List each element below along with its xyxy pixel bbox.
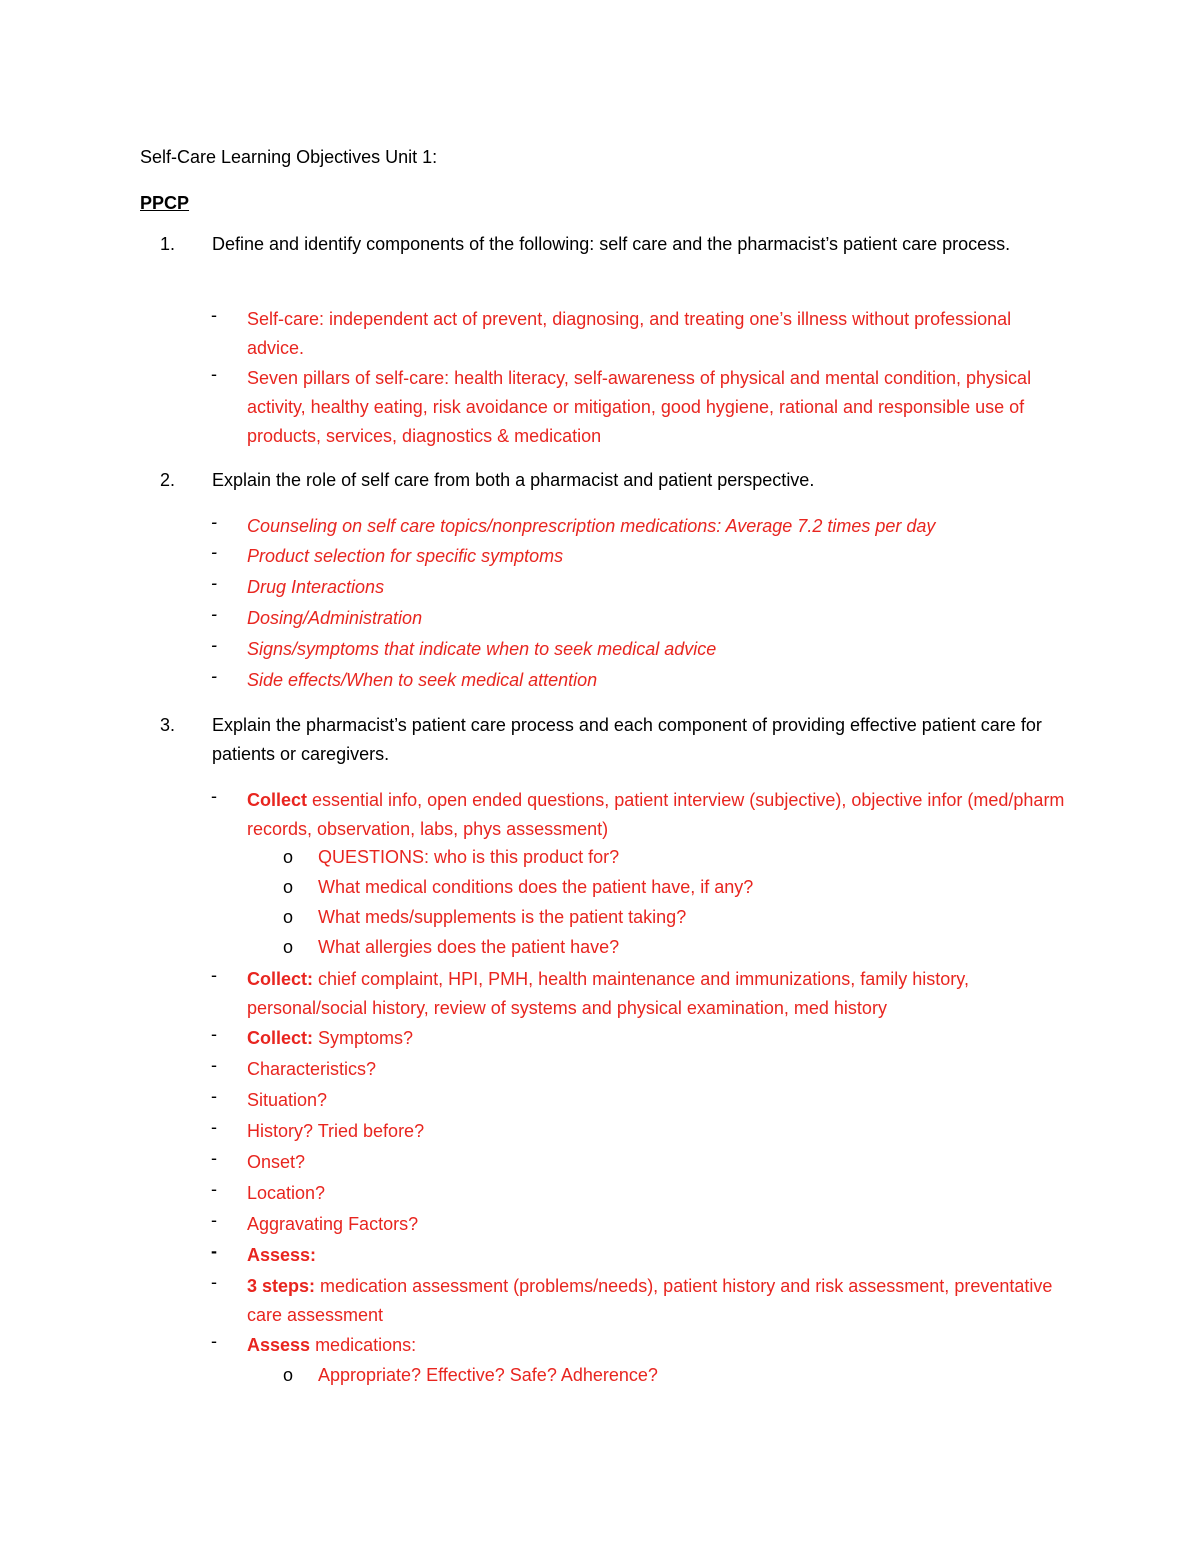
answer-label: 3 steps: bbox=[247, 1276, 316, 1296]
answer-item bbox=[211, 573, 1071, 602]
answer-item bbox=[211, 364, 1071, 451]
bullet-marker: o bbox=[283, 877, 294, 897]
dash-marker: - bbox=[211, 1055, 217, 1075]
answer-text: Onset? bbox=[247, 1152, 306, 1172]
dash-marker: - bbox=[211, 305, 217, 325]
answer-text: medication assessment (problems/needs), patient history and risk assessment, preventative care assessment bbox=[247, 1276, 1053, 1325]
dash-marker: - bbox=[211, 786, 217, 806]
question-text: Define and identify components of the following: self care and the pharmacist’s patient care process. bbox=[212, 234, 1011, 254]
answer-text: History? Tried before? bbox=[247, 1121, 425, 1141]
question-3 bbox=[160, 711, 1060, 769]
answer-text: Counseling on self care topics/nonprescription medications: Average 7.2 times per day bbox=[247, 516, 936, 536]
dash-marker: - bbox=[211, 542, 217, 562]
sub-item-text: Appropriate? Effective? Safe? Adherence? bbox=[318, 1365, 658, 1385]
answer-item bbox=[211, 666, 1071, 695]
dash-marker: - bbox=[211, 1148, 217, 1168]
answer-label: Self-care: bbox=[247, 309, 325, 329]
answer-text: Dosing/Administration bbox=[247, 608, 423, 628]
answer-label: Seven pillars of self-care: bbox=[247, 368, 450, 388]
bullet-marker: o bbox=[283, 847, 294, 867]
sub-item-text: What meds/supplements is the patient taking? bbox=[318, 907, 687, 927]
sub-item bbox=[283, 846, 619, 868]
dash-marker: - bbox=[211, 604, 217, 624]
answer-item bbox=[211, 305, 1071, 363]
question-text: Explain the role of self care from both a pharmacist and patient perspective. bbox=[212, 470, 815, 490]
answer-text: Location? bbox=[247, 1183, 326, 1203]
answer-text: health literacy, self-awareness of physical and mental condition, physical activity, healthy eating, risk avoidance or mitigation, good hygiene, rational and responsible use of products, services, diagnostics & medication bbox=[247, 368, 1032, 446]
dash-marker: - bbox=[211, 965, 217, 985]
dash-marker: - bbox=[211, 573, 217, 593]
dash-marker: - bbox=[211, 666, 217, 686]
answer-text: essential info, open ended questions, patient interview (subjective), objective infor (med/pharm records, observation, labs, phys assessment) bbox=[247, 790, 1065, 839]
dash-marker: - bbox=[211, 1241, 217, 1261]
sub-item-text: What allergies does the patient have? bbox=[318, 937, 620, 957]
answer-text: independent act of prevent, diagnosing, and treating one’s illness without professional advice. bbox=[247, 309, 1012, 358]
answer-text: medications: bbox=[310, 1335, 417, 1355]
answer-item bbox=[211, 512, 1071, 541]
answer-item bbox=[211, 1086, 1071, 1115]
question-2 bbox=[160, 466, 1060, 495]
document-title: Self-Care Learning Objectives Unit 1: bbox=[140, 147, 438, 167]
answer-text: Drug Interactions bbox=[247, 577, 385, 597]
answer-item bbox=[211, 542, 1071, 571]
section-heading: PPCP bbox=[140, 193, 190, 213]
answer-text: Side effects/When to seek medical attention bbox=[247, 670, 598, 690]
answer-label: Collect: bbox=[247, 1028, 314, 1048]
answer-item bbox=[211, 1055, 1071, 1084]
answer-item bbox=[211, 1148, 1071, 1177]
answer-item bbox=[211, 635, 1071, 664]
dash-marker: - bbox=[211, 364, 217, 384]
dash-marker: - bbox=[211, 635, 217, 655]
answer-text: Signs/symptoms that indicate when to seek medical advice bbox=[247, 639, 717, 659]
question-text: Explain the pharmacist’s patient care process and each component of providing effective patient care for patients or caregivers. bbox=[212, 715, 1042, 764]
sub-item bbox=[283, 1364, 658, 1386]
dash-marker: - bbox=[211, 1117, 217, 1137]
dash-marker: - bbox=[211, 1210, 217, 1230]
dash-marker: - bbox=[211, 512, 217, 532]
answer-text: Aggravating Factors? bbox=[247, 1214, 419, 1234]
dash-marker: - bbox=[211, 1086, 217, 1106]
sub-item bbox=[283, 936, 619, 958]
answer-text: Situation? bbox=[247, 1090, 328, 1110]
sub-item bbox=[283, 906, 686, 928]
answer-item bbox=[211, 1024, 1071, 1053]
answer-item bbox=[211, 965, 1071, 1023]
answer-item bbox=[211, 786, 1071, 844]
bullet-marker: o bbox=[283, 937, 294, 957]
dash-marker: - bbox=[211, 1331, 217, 1351]
answer-text: Symptoms? bbox=[313, 1028, 414, 1048]
answer-text: Product selection for specific symptoms bbox=[247, 546, 564, 566]
answer-item bbox=[211, 1331, 1071, 1360]
answer-item bbox=[211, 1241, 1071, 1270]
answer-item bbox=[211, 1179, 1071, 1208]
answer-text: chief complaint, HPI, PMH, health maintenance and immunizations, family history, personal/social history, review of systems and physical examination, med history bbox=[247, 969, 969, 1018]
answer-item bbox=[211, 1117, 1071, 1146]
question-1 bbox=[160, 230, 1060, 259]
question-number: 2. bbox=[160, 470, 176, 490]
sub-item bbox=[283, 876, 753, 898]
sub-item-text: QUESTIONS: who is this product for? bbox=[318, 847, 620, 867]
answer-item bbox=[211, 604, 1071, 633]
answer-item bbox=[211, 1272, 1071, 1330]
dash-marker: - bbox=[211, 1179, 217, 1199]
answer-label: Assess: bbox=[247, 1245, 317, 1265]
sub-item-text: What medical conditions does the patient have, if any? bbox=[318, 877, 754, 897]
question-number: 1. bbox=[160, 234, 176, 254]
question-number: 3. bbox=[160, 715, 176, 735]
bullet-marker: o bbox=[283, 907, 294, 927]
answer-text: Characteristics? bbox=[247, 1059, 377, 1079]
answer-label: Collect bbox=[247, 790, 308, 810]
dash-marker: - bbox=[211, 1024, 217, 1044]
answer-label: Assess bbox=[247, 1335, 311, 1355]
answer-item bbox=[211, 1210, 1071, 1239]
bullet-marker: o bbox=[283, 1365, 294, 1385]
dash-marker: - bbox=[211, 1272, 217, 1292]
answer-label: Collect: bbox=[247, 969, 314, 989]
